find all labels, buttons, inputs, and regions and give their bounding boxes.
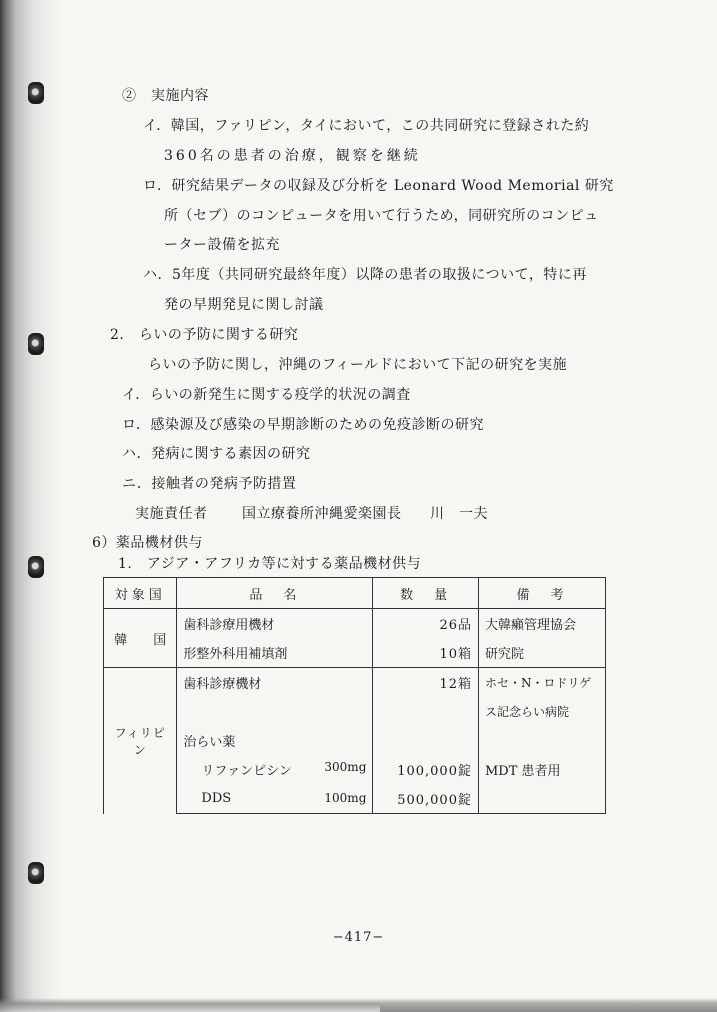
cell-quantity: 500,000錠 (373, 784, 479, 814)
cell-note: ス記念らい病院 (478, 697, 605, 726)
cell-item: 治らい薬 (177, 726, 373, 755)
page-bottom-edge (380, 1002, 717, 1012)
table-row (104, 726, 606, 755)
cell-item: 歯科診療用機材 (177, 609, 373, 639)
cell-note: 研究院 (478, 638, 605, 668)
cell-item (177, 697, 373, 726)
header-quantity: 数 量 (373, 578, 479, 609)
drug-dose: 100mg (324, 791, 367, 805)
section-6-heading: 6）薬品機材供与 (92, 535, 203, 551)
cell-item (177, 755, 373, 784)
cell-item (177, 784, 373, 814)
cell-note: 大韓癩管理協会 (478, 609, 605, 639)
section-6-1-heading: 1. アジア・アフリカ等に対する薬品機材供与 (118, 556, 422, 572)
binder-ring (28, 333, 44, 355)
research-item-3: ハ．発病に関する素因の研究 (122, 446, 311, 462)
binding-shadow (0, 0, 62, 1012)
table-row (104, 784, 606, 814)
table-row (104, 638, 606, 668)
table-header-row (104, 578, 606, 609)
cell-quantity: 10箱 (373, 638, 479, 668)
cell-quantity: 100,000錠 (373, 755, 479, 784)
header-notes: 備 考 (478, 578, 605, 609)
responsible-label: 実施責任者 (135, 506, 208, 522)
item-ha-line1: ハ．5年度（共同研究最終年度）以降の患者の取扱について，特に再 (143, 267, 587, 283)
cell-item: 歯科診療機材 (177, 668, 373, 698)
binder-ring (28, 862, 44, 884)
cell-quantity: 12箱 (373, 668, 479, 698)
cell-quantity: 26品 (373, 609, 479, 639)
header-country: 対象国 (104, 578, 177, 609)
item-ro-line3: ーター設備を拡充 (164, 237, 280, 253)
item-ro-line1: ロ．研究結果データの収録及び分析を Leonard Wood Memorial 研究 (143, 178, 614, 194)
research-item-1: イ．らいの新発生に関する疫学的状況の調査 (122, 387, 411, 403)
research-item-2: ロ．感染源及び感染の早期診断のための免疫診断の研究 (122, 417, 484, 433)
table-row (104, 697, 606, 726)
research-item-4: ニ．接触者の発病予防措置 (122, 476, 297, 492)
equipment-table (103, 577, 606, 814)
table-row (104, 609, 606, 639)
cell-item: 形整外科用補填剤 (177, 638, 373, 668)
page-number: −417− (332, 930, 385, 945)
section-2-heading: 2. らいの予防に関する研究 (110, 327, 299, 343)
cell-country: 韓 国 (104, 609, 177, 668)
item-ha-line2: 発の早期発見に関し討議 (164, 297, 324, 313)
cell-quantity (373, 697, 479, 726)
item-ro-line2: 所（セブ）のコンピュータを用いて行うため，同研究所のコンピュ (164, 208, 599, 224)
responsible-org: 国立療養所沖縄愛楽園長 (242, 506, 402, 522)
table-row (104, 755, 606, 784)
cell-note: ホセ・N・ロドリゲ (478, 668, 605, 698)
binder-ring (28, 556, 44, 578)
cell-quantity (373, 726, 479, 755)
header-item: 品 名 (177, 578, 373, 609)
cell-country: フィリピン (104, 668, 177, 814)
subsection-implementation: ② 実施内容 (122, 88, 209, 104)
cell-note: MDT 患者用 (478, 755, 605, 784)
binder-ring (28, 82, 44, 104)
table-row (104, 668, 606, 698)
drug-name: DDS (201, 791, 232, 806)
cell-note (478, 726, 605, 755)
drug-name: リファンピシン (201, 764, 292, 779)
section-2-intro: らいの予防に関し，沖縄のフィールドにおいて下記の研究を実施 (148, 357, 568, 373)
item-i-line1: イ．韓国，ファリピン，タイにおいて，この共同研究に登録された約 (143, 118, 590, 134)
cell-note (478, 784, 605, 814)
responsible-name: 川 一夫 (430, 506, 488, 522)
drug-dose: 300mg (324, 760, 367, 774)
item-i-line2: 360名の患者の治療，観察を継続 (164, 148, 421, 164)
